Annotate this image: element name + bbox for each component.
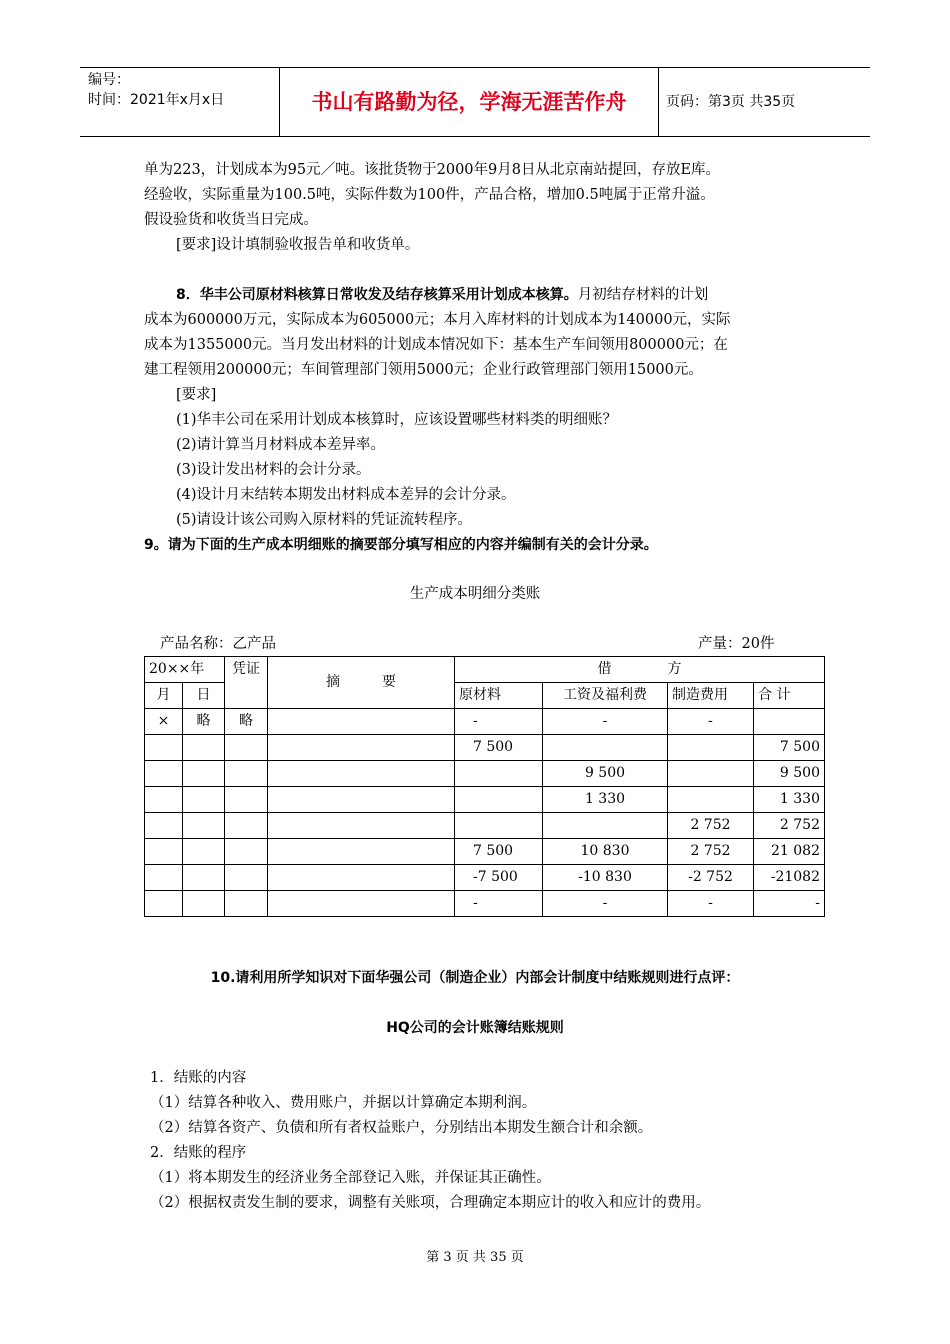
rule-line: 1．结账的内容 — [150, 1070, 247, 1086]
cell-material — [455, 761, 543, 787]
header-wages: 工资及福利费 — [543, 683, 668, 709]
intro-line-4: [要求]设计填制验收报告单和收货单。 — [176, 237, 420, 253]
q8-line-2: 成本为600000万元，实际成本为605000元；本月入库材料的计划成本为140000元，实际 — [144, 312, 731, 328]
cell-total: 9 500 — [754, 761, 825, 787]
rule-line: （1）结算各种收入、费用账户，并据以计算确定本期利润。 — [150, 1095, 537, 1111]
header-day: 日 — [183, 683, 225, 709]
cell-overhead: 2 752 — [668, 813, 754, 839]
ledger-body — [145, 709, 825, 917]
table-row — [145, 813, 825, 839]
rule-line: （2）结算各资产、负债和所有者权益账户，分别结出本期发生额合计和余额。 — [150, 1120, 653, 1136]
rule-line: （1）将本期发生的经济业务全部登记入账，并保证其正确性。 — [150, 1170, 551, 1186]
cell-voucher — [225, 735, 268, 761]
q8-requirement: [要求] — [176, 387, 217, 403]
cell-total: 2 752 — [754, 813, 825, 839]
cell-month — [145, 813, 183, 839]
cell-material: - — [455, 709, 543, 735]
header-month: 月 — [145, 683, 183, 709]
q8-line-1-rest: 月初结存材料的计划 — [577, 287, 709, 303]
cell-material: 7 500 — [455, 735, 543, 761]
table-row — [145, 709, 825, 735]
cell-material: 7 500 — [455, 839, 543, 865]
cell-overhead: 2 752 — [668, 839, 754, 865]
cell-wages: 1 330 — [543, 787, 668, 813]
cell-day — [183, 787, 225, 813]
table-row — [145, 761, 825, 787]
output-quantity: 产量：20件 — [698, 636, 775, 652]
page-footer: 第 3 页 共 35 页 — [426, 1250, 524, 1265]
number-label: 编号： — [88, 72, 130, 88]
cell-overhead: - — [668, 709, 754, 735]
cell-voucher — [225, 761, 268, 787]
rule-line: （2）根据权责发生制的要求，调整有关账项，合理确定本期应计的收入和应计的费用。 — [150, 1195, 711, 1211]
q10-title: 10.请利用所学知识对下面华强公司（制造企业）内部会计制度中结账规则进行点评： — [210, 970, 740, 986]
cell-month — [145, 891, 183, 917]
header-voucher: 凭证 — [225, 657, 268, 709]
cell-material — [455, 813, 543, 839]
cell-total: -21082 — [754, 865, 825, 891]
cell-overhead — [668, 787, 754, 813]
q8-item: (4)设计月末结转本期发出材料成本差异的会计分录。 — [176, 487, 516, 503]
cell-summary — [268, 839, 455, 865]
header-summary: 摘 要 — [268, 657, 455, 709]
cell-summary — [268, 891, 455, 917]
cell-overhead: -2 752 — [668, 865, 754, 891]
ledger-table — [144, 656, 825, 917]
cell-wages: -10 830 — [543, 865, 668, 891]
table-row — [145, 735, 825, 761]
table-row — [145, 865, 825, 891]
cell-total: 1 330 — [754, 787, 825, 813]
cell-wages: - — [543, 709, 668, 735]
intro-line-2: 经验收，实际重量为100.5吨，实际件数为100件，产品合格，增加0.5吨属于正常升溢。 — [144, 187, 715, 203]
header-year: 20××年 — [145, 657, 225, 683]
page-header — [80, 67, 870, 137]
header-motto: 书山有路勤为径，学海无涯苦作舟 — [280, 68, 659, 136]
cell-overhead: - — [668, 891, 754, 917]
table-row — [145, 891, 825, 917]
cell-total: 7 500 — [754, 735, 825, 761]
cell-voucher — [225, 839, 268, 865]
header-info — [80, 68, 280, 136]
q8-line-1 — [176, 283, 708, 308]
cell-wages — [543, 813, 668, 839]
cell-wages — [543, 735, 668, 761]
intro-line-1: 单为223，计划成本为95元／吨。该批货物于2000年9月8日从北京南站提回，存放E库。 — [144, 162, 721, 178]
cell-day — [183, 839, 225, 865]
cell-wages: - — [543, 891, 668, 917]
date-label: 时间：2021年x月x日 — [88, 92, 225, 108]
cell-month — [145, 761, 183, 787]
cell-month — [145, 865, 183, 891]
header-debit: 借 方 — [455, 657, 825, 683]
table-row — [145, 787, 825, 813]
cell-voucher: 略 — [225, 709, 268, 735]
product-name: 产品名称：乙产品 — [160, 636, 276, 652]
cell-month: × — [145, 709, 183, 735]
cell-day: 略 — [183, 709, 225, 735]
cell-summary — [268, 813, 455, 839]
cell-summary — [268, 787, 455, 813]
header-overhead: 制造费用 — [668, 683, 754, 709]
q10-subtitle: HQ公司的会计账簿结账规则 — [386, 1020, 564, 1036]
cell-month — [145, 839, 183, 865]
q8-item: (2)请计算当月材料成本差异率。 — [176, 437, 386, 453]
cell-summary — [268, 709, 455, 735]
header-total: 合 计 — [754, 683, 825, 709]
rule-line: 2．结账的程序 — [150, 1145, 247, 1161]
header-material: 原材料 — [455, 683, 543, 709]
cell-summary — [268, 735, 455, 761]
cell-material: -7 500 — [455, 865, 543, 891]
cell-voucher — [225, 865, 268, 891]
q8-line-3: 成本为1355000元。当月发出材料的计划成本情况如下：基本生产车间领用800000元；在 — [144, 337, 728, 353]
cell-day — [183, 813, 225, 839]
cell-total: 21 082 — [754, 839, 825, 865]
q9-title: 9。请为下面的生产成本明细账的摘要部分填写相应的内容并编制有关的会计分录。 — [144, 537, 658, 553]
q8-item: (5)请设计该公司购入原材料的凭证流转程序。 — [176, 512, 473, 528]
cell-overhead — [668, 761, 754, 787]
cell-material — [455, 787, 543, 813]
cell-month — [145, 787, 183, 813]
cell-total — [754, 709, 825, 735]
cell-summary — [268, 865, 455, 891]
cell-day — [183, 865, 225, 891]
cell-wages: 10 830 — [543, 839, 668, 865]
cell-voucher — [225, 787, 268, 813]
cell-wages: 9 500 — [543, 761, 668, 787]
cell-overhead — [668, 735, 754, 761]
cell-day — [183, 761, 225, 787]
q8-title: 8．华丰公司原材料核算日常收发及结存核算采用计划成本核算。 — [176, 287, 578, 303]
q8-item: (3)设计发出材料的会计分录。 — [176, 462, 371, 478]
cell-voucher — [225, 891, 268, 917]
cell-material: - — [455, 891, 543, 917]
ledger-title: 生产成本明细分类账 — [409, 586, 541, 602]
q8-line-4: 建工程领用200000元；车间管理部门领用5000元；企业行政管理部门领用15000元。 — [144, 362, 703, 378]
cell-summary — [268, 761, 455, 787]
cell-voucher — [225, 813, 268, 839]
cell-month — [145, 735, 183, 761]
cell-day — [183, 735, 225, 761]
table-row — [145, 839, 825, 865]
cell-day — [183, 891, 225, 917]
cell-total: - — [754, 891, 825, 917]
intro-line-3: 假设验货和收货当日完成。 — [144, 212, 318, 228]
q8-item: (1)华丰公司在采用计划成本核算时，应该设置哪些材料类的明细账？ — [176, 412, 618, 428]
header-page-label: 页码：第3页 共35页 — [666, 94, 796, 110]
